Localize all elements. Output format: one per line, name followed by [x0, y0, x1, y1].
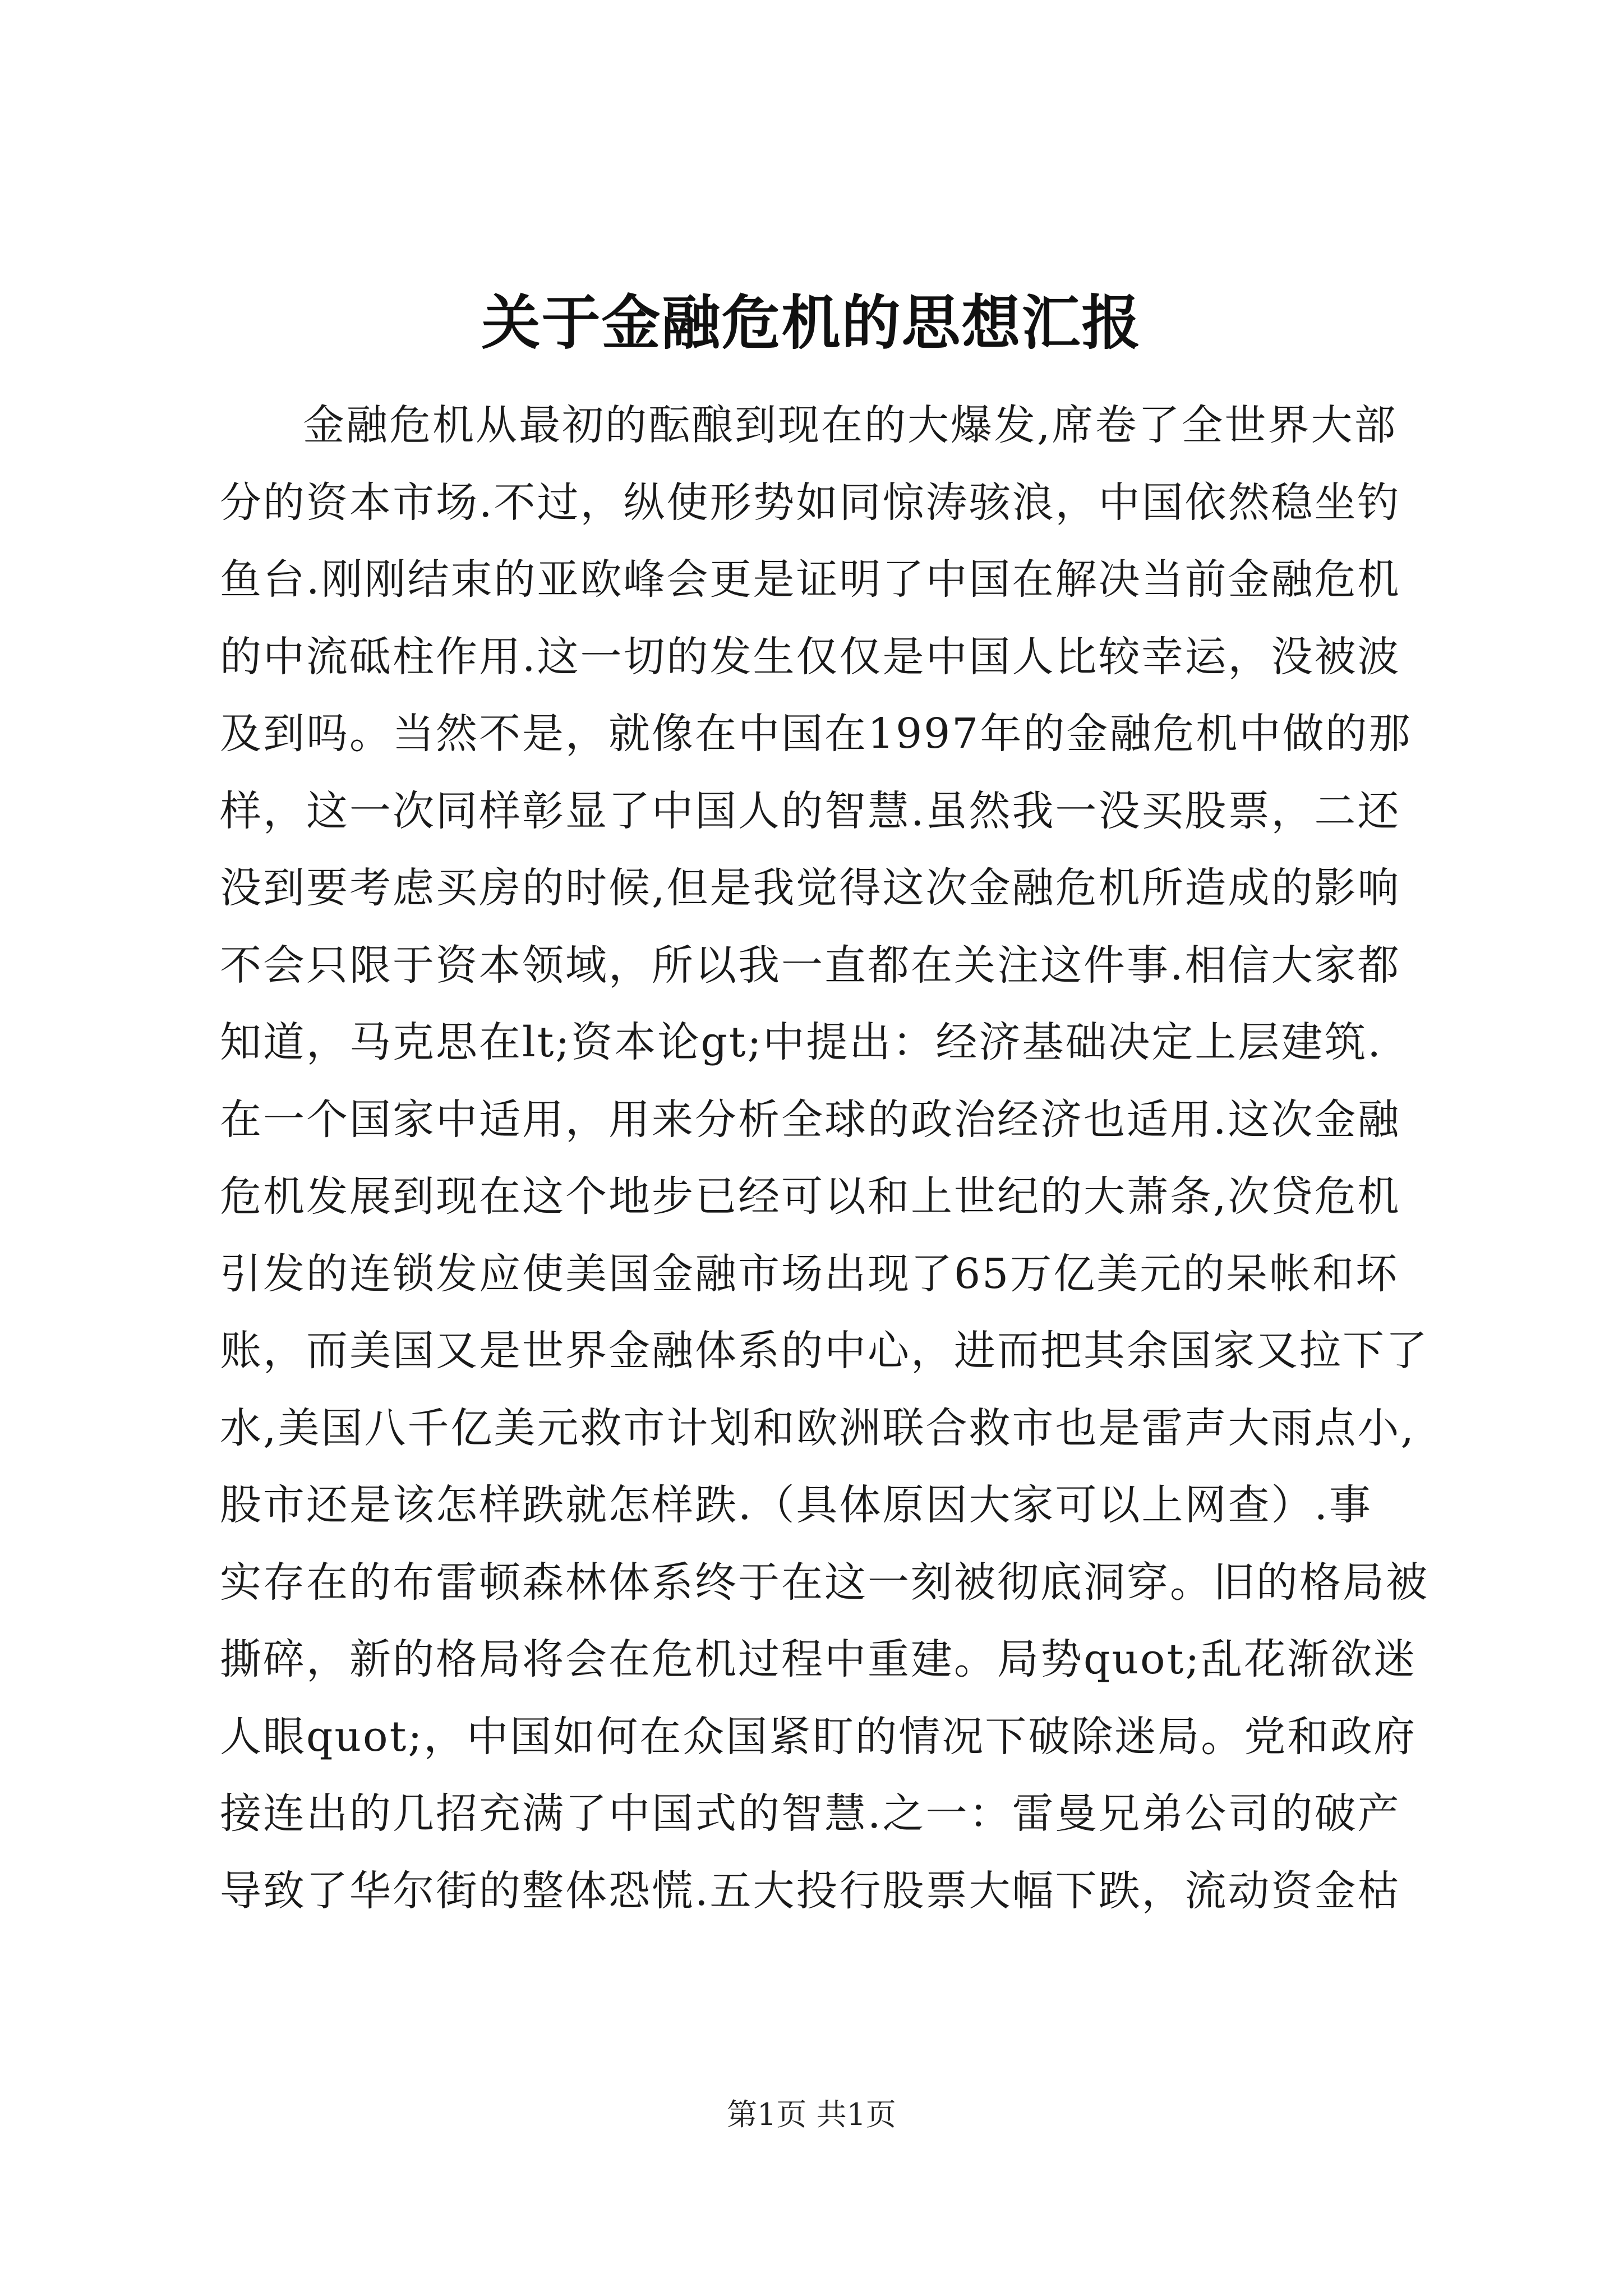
- body-line: 导致了华尔街的整体恐慌.五大投行股票大幅下跌，流动资金枯: [220, 1866, 1401, 1915]
- body-line: 分的资本市场.不过，纵使形势如同惊涛骇浪，中国依然稳坐钓: [220, 478, 1401, 527]
- body-line: 知道，马克思在lt;资本论gt;中提出：经济基础决定上层建筑.: [220, 1018, 1382, 1066]
- body-line: 人眼quot;，中国如何在众国紧盯的情况下破除迷局。党和政府: [220, 1712, 1417, 1761]
- body-line: 没到要考虑买房的时候,但是我觉得这次金融危机所造成的影响: [220, 864, 1401, 912]
- body-line: 账，而美国又是世界金融体系的中心，进而把其余国家又拉下了: [220, 1327, 1429, 1375]
- body-line: 鱼台.刚刚结束的亚欧峰会更是证明了中国在解决当前金融危机: [220, 555, 1401, 604]
- body-line: 引发的连锁发应使美国金融市场出现了65万亿美元的呆帐和坏: [220, 1249, 1399, 1298]
- body-line: 不会只限于资本领域，所以我一直都在关注这件事.相信大家都: [220, 941, 1401, 990]
- body-line: 及到吗。当然不是，就像在中国在1997年的金融危机中做的那: [220, 710, 1412, 758]
- body-line: 股市还是该怎样跌就怎样跌.（具体原因大家可以上网查）.事: [220, 1481, 1373, 1529]
- body-line: 接连出的几招充满了中国式的智慧.之一：雷曼兄弟公司的破产: [220, 1789, 1401, 1838]
- body-line: 撕碎，新的格局将会在危机过程中重建。局势quot;乱花渐欲迷: [220, 1635, 1417, 1683]
- page-footer: 第1页 共1页: [727, 2097, 896, 2132]
- document-title: 关于金融危机的思想汇报: [481, 288, 1142, 357]
- body-line: 在一个国家中适用，用来分析全球的政治经济也适用.这次金融: [220, 1095, 1401, 1144]
- body-line: 金融危机从最初的酝酿到现在的大爆发,席卷了全世界大部: [303, 401, 1398, 449]
- document-body: [220, 387, 1429, 1930]
- body-line: 水,美国八千亿美元救市计划和欧洲联合救市也是雷声大雨点小,: [220, 1404, 1416, 1452]
- body-line: 危机发展到现在这个地步已经可以和上世纪的大萧条,次贷危机: [220, 1172, 1401, 1221]
- body-line: 实存在的布雷顿森林体系终于在这一刻被彻底洞穿。旧的格局被: [220, 1558, 1429, 1607]
- body-line: 的中流砥柱作用.这一切的发生仅仅是中国人比较幸运，没被波: [220, 632, 1401, 681]
- body-line: 样，这一次同样彰显了中国人的智慧.虽然我一没买股票，二还: [220, 786, 1401, 835]
